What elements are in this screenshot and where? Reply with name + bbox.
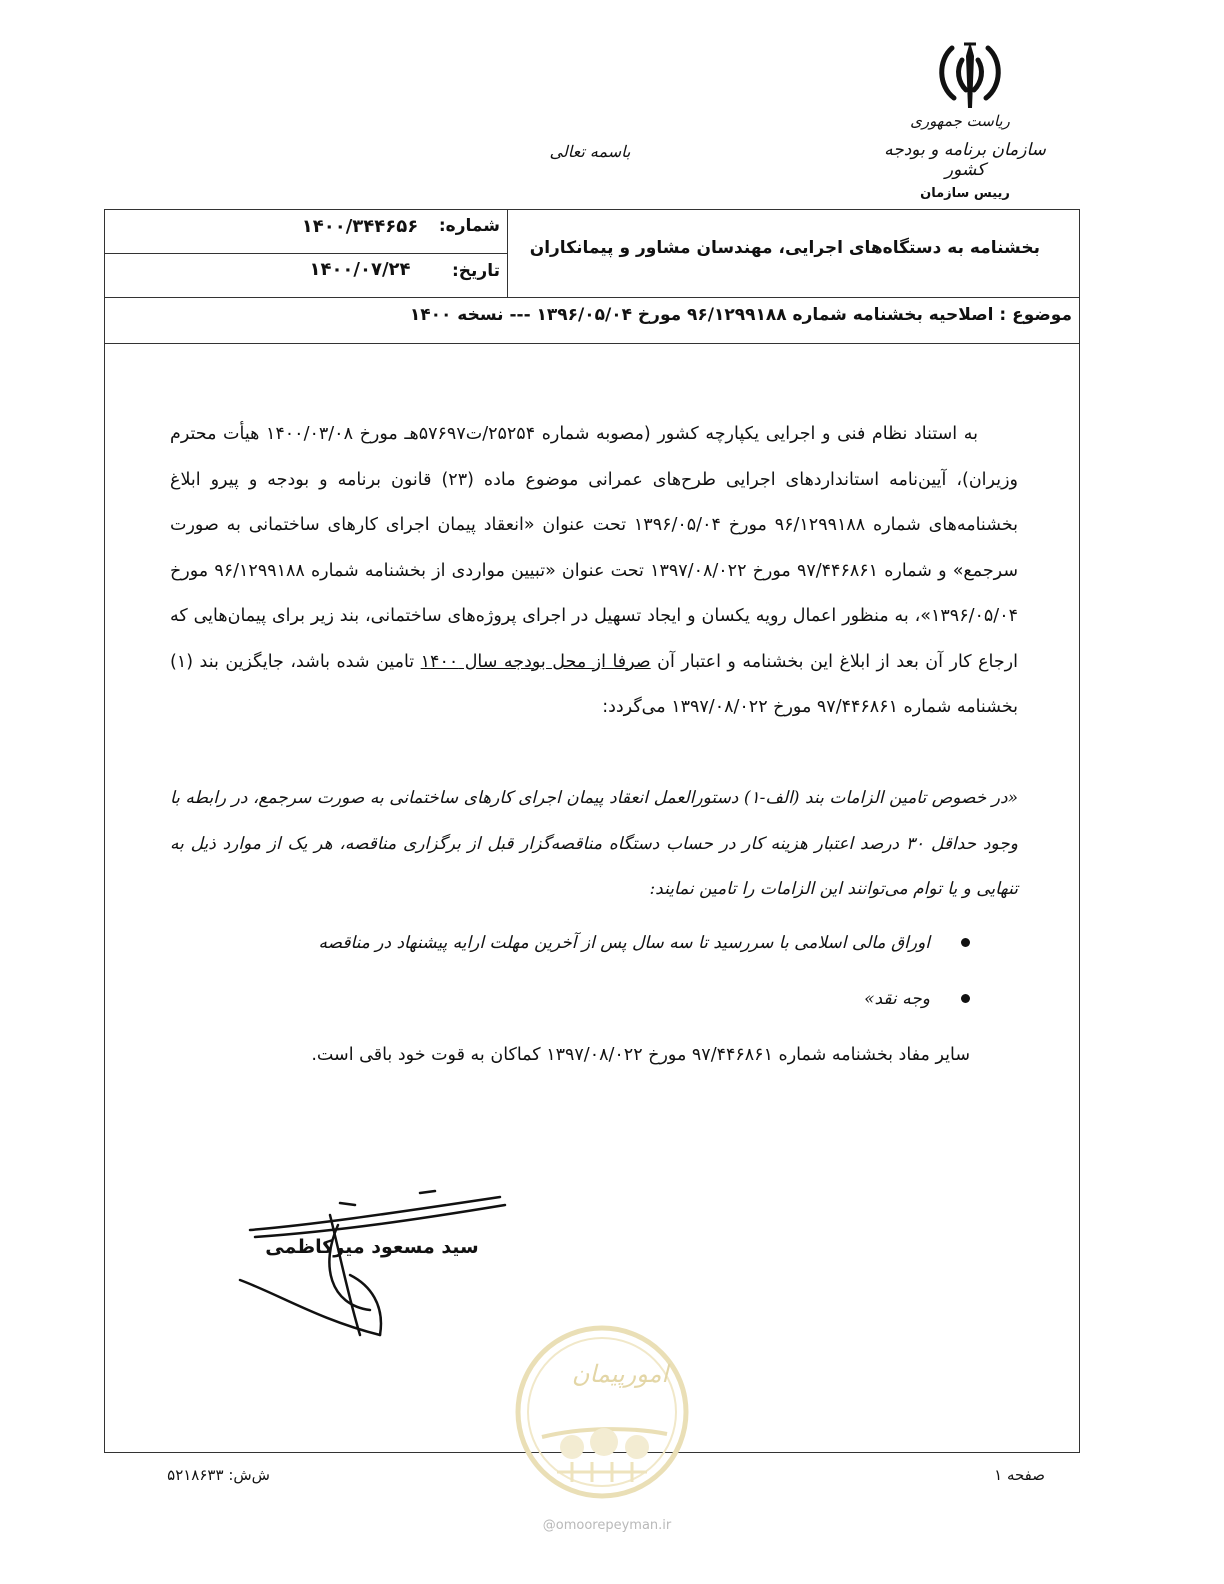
date-label: تاریخ: (452, 261, 500, 281)
main-paragraph-part2: تامین شده باشد، جایگزین بند (۱) بخشنامه شماره ۹۷/۴۴۶۸۶۱ مورخ ۱۳۹۷/۰۸/۰۲۲ می‌گردد: (170, 651, 1018, 717)
bullet-icon (961, 938, 970, 947)
list-item: اوراق مالی اسلامی با سررسید تا سه سال پس از آخرین مهلت ارایه پیشنهاد در مناقصه (230, 920, 970, 976)
watermark-website: @omoorepeyman.ir (542, 1518, 672, 1533)
bullet-list (230, 920, 970, 1032)
list-item: وجه نقد» (230, 976, 970, 1032)
org-name: سازمان برنامه و بودجه کشور (884, 140, 1046, 180)
org-role: رییس سازمان (920, 186, 1010, 201)
meta-row-divider (104, 253, 507, 254)
page-number: صفحه ۱ (994, 1466, 1045, 1484)
subject-divider (104, 343, 1080, 344)
number-value: ۱۴۰۰/۳۴۴۶۵۶ (301, 216, 419, 237)
watermark-seal-text: امورپیمان (571, 1360, 669, 1388)
org-presidency: ریاست جمهوری (910, 112, 1010, 130)
header-divider (104, 297, 1080, 298)
signer-name: سید مسعود میرکاظمی (265, 1236, 479, 1258)
watermark-seal-icon (512, 1322, 692, 1502)
quoted-clause: «در خصوص تامین الزامات بند (الف-۱) دستورالعمل انعقاد پیمان اجرای کارهای ساختمانی به صورت سرجمع، در رابطه با وجود حداقل ۳۰ درصد اعتبار هزینه کار در حساب دستگاه مناقصه‌گزار قبل از برگزاری مناقصه، هر یک از موارد ذیل به تنهایی و یا توام می‌توانند این الزامات را تامین نمایند: (170, 788, 1018, 899)
document-title: بخشنامه به دستگاه‌های اجرایی، مهندسان مشاور و پیمانکاران (529, 238, 1040, 258)
date-value: ۱۴۰۰/۰۷/۲۴ (309, 259, 411, 280)
main-paragraph-underlined: صرفا از محل بودجه سال ۱۴۰۰ (420, 651, 651, 672)
number-label: شماره: (438, 216, 500, 236)
reference-number: ش‌ش: ۵۲۱۸۶۳۳ (167, 1466, 270, 1484)
iran-emblem-icon (930, 38, 1010, 113)
main-paragraph (170, 412, 1018, 731)
main-paragraph-part1: به استناد نظام فنی و اجرایی یکپارچه کشور (مصوبه شماره ۲۵۲۵۴/ت۵۷۶۹۷هـ مورخ ۱۴۰۰/۰۳/۰۸ هیأت محترم وزیران)، آیین‌نامه استانداردهای اجرایی طرح‌های عمرانی موضوع ماده (۲۳) قانون برنامه و بودجه و پیرو ابلاغ بخشنامه‌های شماره ۹۶/۱۲۹۹۱۸۸ مورخ ۱۳۹۶/۰۵/۰۴ تحت عنوان «انعقاد پیمان اجرای کارهای ساختمانی به صورت سرجمع» و شماره ۹۷/۴۴۶۸۶۱ مورخ ۱۳۹۷/۰۸/۰۲۲ تحت عنوان «تبیین مواردی از بخشنامه شماره ۹۶/۱۲۹۹۱۸۸ مورخ ۱۳۹۶/۰۵/۰۴»، به منظور اعمال رویه یکسان و ایجاد تسهیل در اجرای پروژه‌های ساختمانی، بند زیر برای پیمان‌هایی که ارجاع کار آن بعد از ابلاغ این بخشنامه و اعتبار آن (170, 424, 1018, 672)
signature-image (220, 1185, 520, 1345)
meta-column-divider (507, 209, 508, 297)
bismillah-heading: باسمه تعالی (549, 142, 631, 161)
bullet-icon (961, 994, 970, 1003)
document-subject: موضوع : اصلاحیه بخشنامه شماره ۹۶/۱۲۹۹۱۸۸ مورخ ۱۳۹۶/۰۵/۰۴ --- نسخه ۱۴۰۰ (409, 305, 1072, 325)
closing-paragraph: سایر مفاد بخشنامه شماره ۹۷/۴۴۶۸۶۱ مورخ ۱۳۹۷/۰۸/۰۲۲ کماکان به قوت خود باقی است. (311, 1045, 970, 1065)
